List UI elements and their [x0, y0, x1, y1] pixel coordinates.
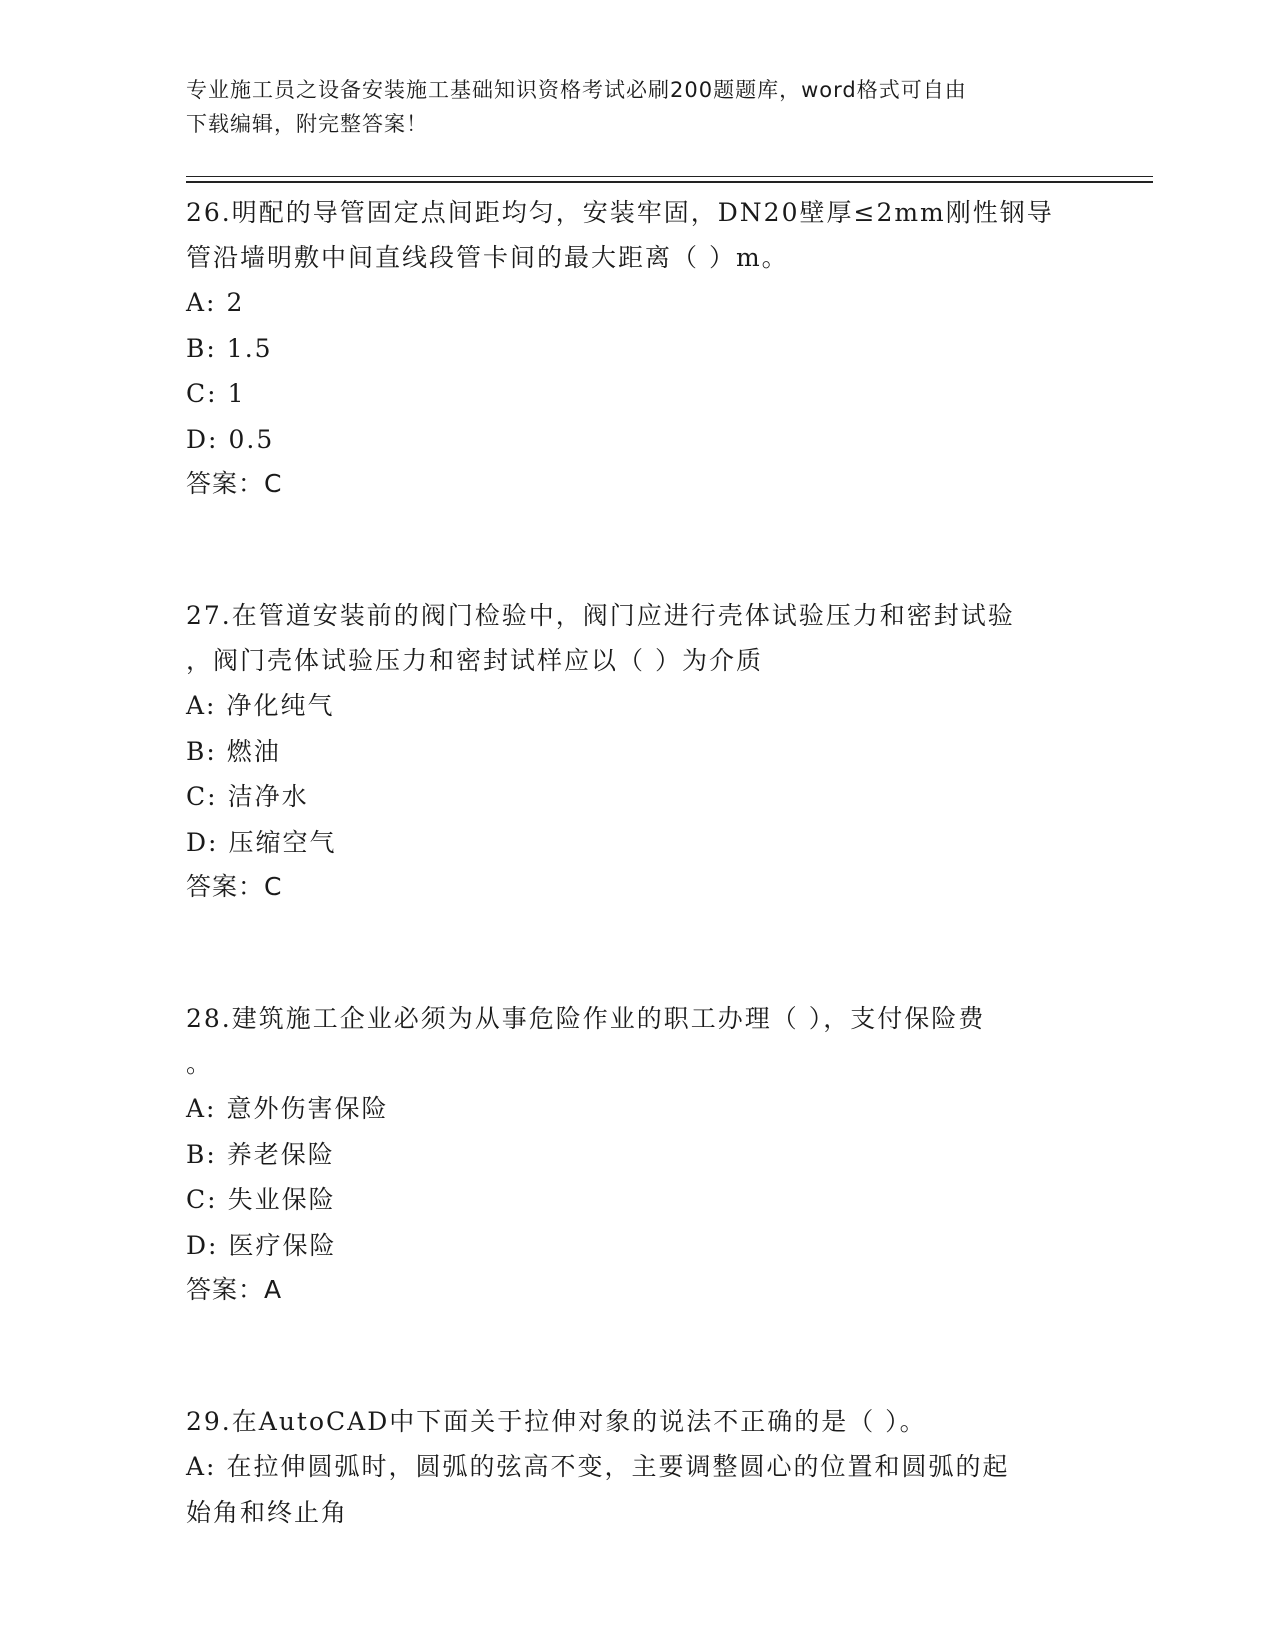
question-text-line: 28.建筑施工企业必须为从事危险作业的职工办理（ ），支付保险费 — [186, 1004, 986, 1033]
option-label: B: — [186, 736, 217, 766]
question-spacer — [186, 506, 1086, 593]
option-a — [186, 1086, 1086, 1132]
option-label: A: — [186, 691, 217, 720]
option-a — [186, 683, 1086, 729]
question-list — [186, 190, 1086, 1535]
option-d — [186, 820, 1086, 866]
option-c — [186, 1177, 1086, 1223]
option-label: A: — [186, 1452, 217, 1481]
answer-line: 答案：C — [186, 872, 283, 901]
option-text: 0.5 — [228, 424, 275, 454]
option-label: D: — [186, 1230, 219, 1260]
option-b — [186, 1132, 1086, 1178]
option-text: 洁净水 — [227, 782, 309, 811]
question-text-line: 。 — [186, 1049, 214, 1078]
option-text: 在拉伸圆弧时，圆弧的弦高不变，主要调整圆心的位置和圆弧的起 — [226, 1452, 1010, 1481]
option-label: D: — [186, 827, 219, 857]
option-text: 1 — [227, 379, 246, 408]
question-27 — [186, 593, 1086, 909]
question-29 — [186, 1399, 1086, 1535]
header-line-2: 下载编辑，附完整答案！ — [186, 112, 428, 136]
option-label: C: — [186, 1185, 218, 1214]
option-text: 压缩空气 — [228, 827, 337, 857]
option-b — [186, 326, 1086, 372]
question-spacer — [186, 1312, 1086, 1399]
option-a — [186, 1444, 1086, 1490]
answer-line: 答案：A — [186, 1275, 283, 1304]
option-label: C: — [186, 379, 218, 408]
question-text-line: 管沿墙明敷中间直线段管卡间的最大距离（ ）m。 — [186, 243, 789, 272]
option-text: 养老保险 — [226, 1139, 335, 1169]
question-text-line: 27.在管道安装前的阀门检验中，阀门应进行壳体试验压力和密封试验 — [186, 601, 1015, 630]
question-text-line: ，阀门壳体试验压力和密封试样应以（ ）为介质 — [186, 646, 763, 675]
option-text: 失业保险 — [227, 1185, 336, 1214]
option-label: B: — [186, 1139, 217, 1169]
question-text-line: 26.明配的导管固定点间距均匀，安装牢固，DN20壁厚≤2mm刚性钢导 — [186, 198, 1054, 227]
option-label: D: — [186, 424, 219, 454]
option-d — [186, 417, 1086, 463]
option-text: 意外伤害保险 — [226, 1094, 389, 1123]
header-divider-bottom — [186, 181, 1153, 183]
option-a-continued — [186, 1490, 1086, 1536]
option-text: 燃油 — [226, 736, 281, 766]
option-text: 净化纯气 — [226, 691, 335, 720]
option-text: 2 — [226, 288, 245, 317]
option-c — [186, 774, 1086, 820]
option-label: A: — [186, 1094, 217, 1123]
document-header — [186, 73, 1066, 141]
option-label: B: — [186, 333, 217, 363]
option-a — [186, 280, 1086, 326]
option-d — [186, 1223, 1086, 1269]
question-text-line: 29.在AutoCAD中下面关于拉伸对象的说法不正确的是（ ）。 — [186, 1407, 927, 1436]
question-spacer — [186, 909, 1086, 996]
option-text: 始角和终止角 — [186, 1497, 349, 1527]
answer-line: 答案：C — [186, 469, 283, 498]
header-divider-top — [186, 176, 1153, 177]
header-line-1: 专业施工员之设备安装施工基础知识资格考试必刷200题题库，word格式可自由 — [186, 78, 967, 102]
option-text: 1.5 — [226, 333, 273, 363]
option-label: A: — [186, 288, 217, 317]
option-text: 医疗保险 — [228, 1230, 337, 1260]
option-label: C: — [186, 782, 218, 811]
option-c — [186, 371, 1086, 417]
question-26 — [186, 190, 1086, 506]
option-b — [186, 729, 1086, 775]
question-28 — [186, 996, 1086, 1312]
